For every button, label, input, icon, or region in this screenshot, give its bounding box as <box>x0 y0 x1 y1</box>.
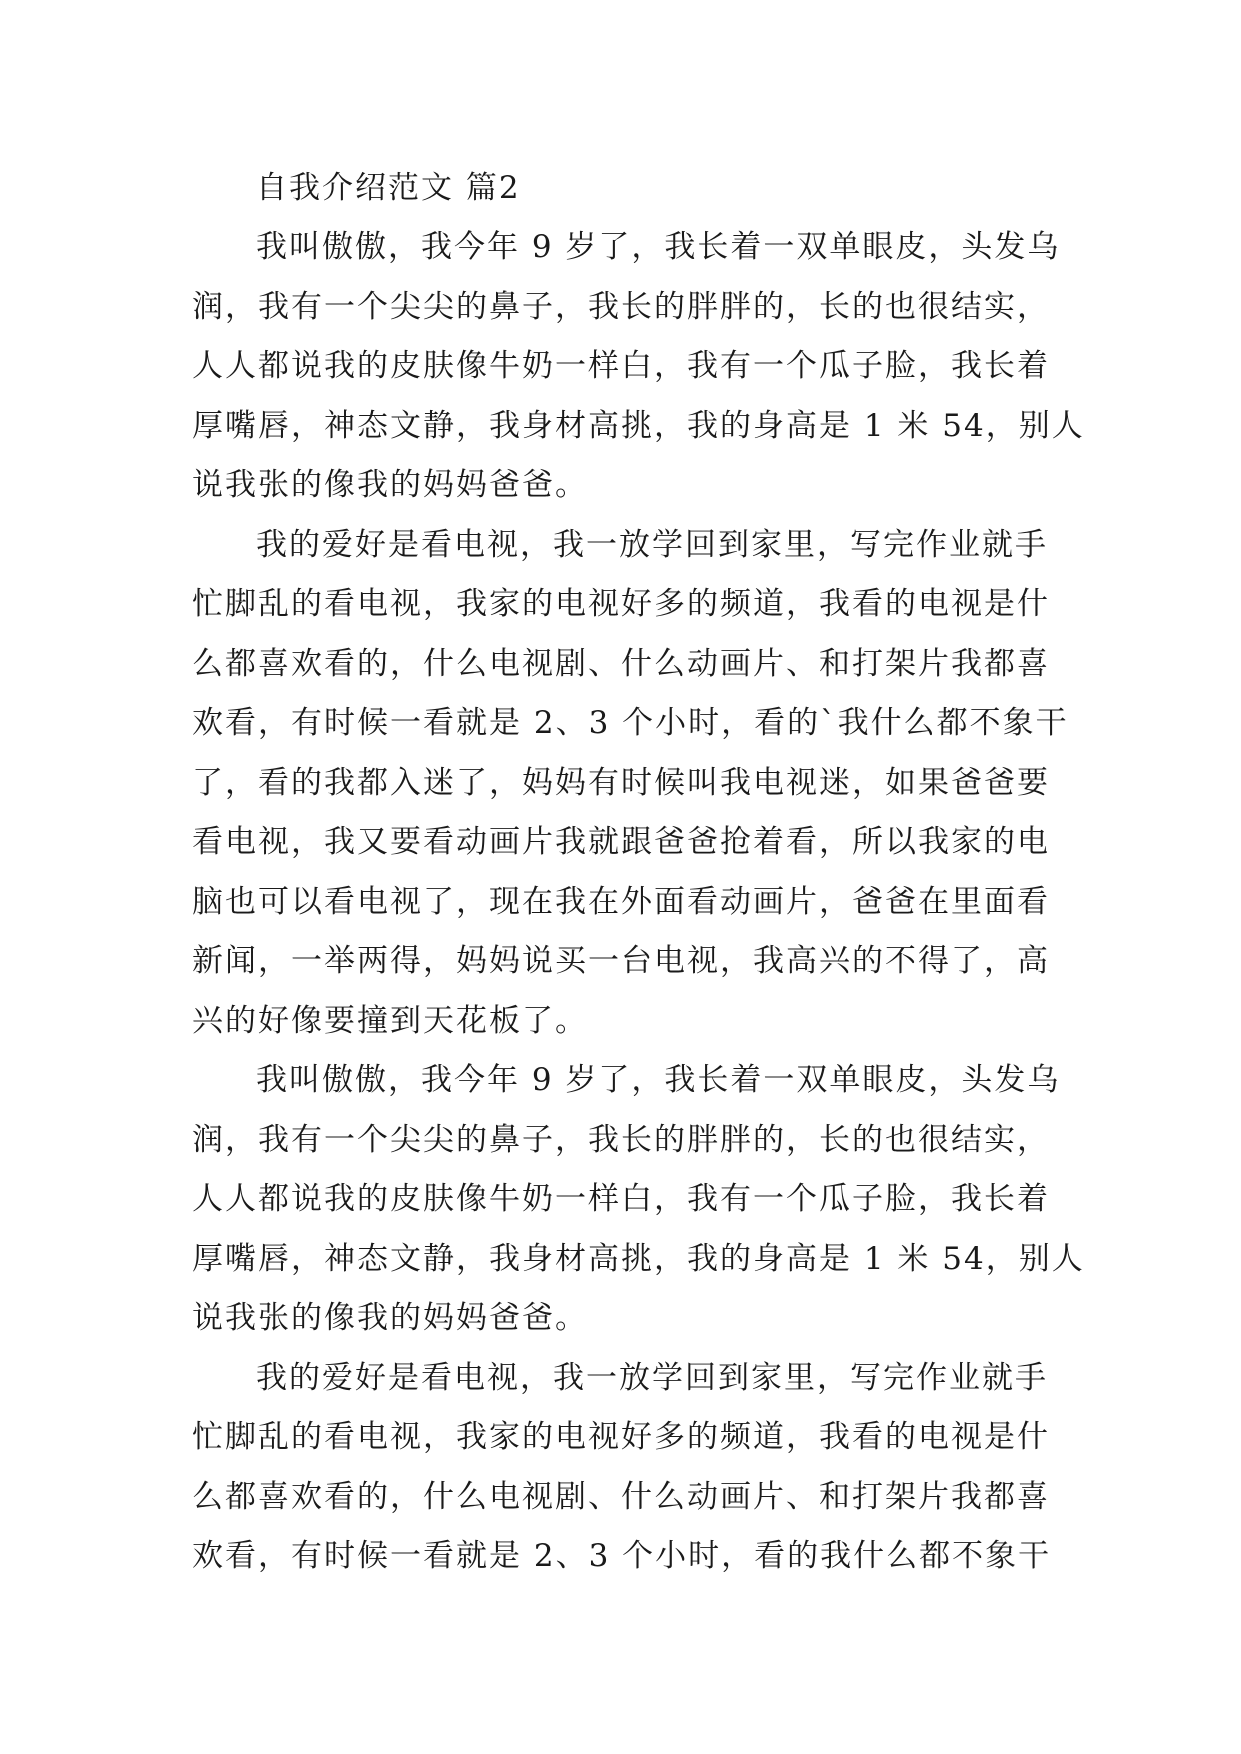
text-line: 厚嘴唇，神态文静，我身材高挑，我的身高是 1 米 54，别人 <box>192 407 1085 444</box>
text-line: 我的爱好是看电视，我一放学回到家里，写完作业就手 <box>256 1359 1048 1396</box>
text-line: 忙脚乱的看电视，我家的电视好多的频道，我看的电视是什 <box>192 1419 1050 1455</box>
text-line: 人人都说我的皮肤像牛奶一样白，我有一个瓜子脸，我长着 <box>192 348 1050 384</box>
document-body <box>192 158 1085 1587</box>
text-line: 脑也可以看电视了，现在我在外面看动画片，爸爸在里面看 <box>192 883 1050 920</box>
text-line: 我的爱好是看电视，我一放学回到家里，写完作业就手 <box>256 526 1048 563</box>
text-line: 兴的好像要撞到天花板了。 <box>192 1002 588 1039</box>
text-line: 么都喜欢看的，什么电视剧、什么动画片、和打架片我都喜 <box>192 1478 1050 1515</box>
text-line: 么都喜欢看的，什么电视剧、什么动画片、和打架片我都喜 <box>192 645 1050 682</box>
text-line: 人人都说我的皮肤像牛奶一样白，我有一个瓜子脸，我长着 <box>192 1181 1050 1217</box>
text-line: 我叫傲傲，我今年 9 岁了，我长着一双单眼皮，头发乌 <box>256 1062 1061 1098</box>
text-line: 欢看，有时候一看就是 2、3 个小时，看的`我什么都不象干 <box>192 705 1069 741</box>
text-line: 看电视，我又要看动画片我就跟爸爸抢着看，所以我家的电 <box>192 824 1050 860</box>
text-line: 润，我有一个尖尖的鼻子，我长的胖胖的，长的也很结实， <box>192 288 1050 325</box>
document-title: 自我介绍范文 篇2 <box>256 170 521 206</box>
text-line: 润，我有一个尖尖的鼻子，我长的胖胖的，长的也很结实， <box>192 1121 1050 1158</box>
text-line: 厚嘴唇，神态文静，我身材高挑，我的身高是 1 米 54，别人 <box>192 1240 1085 1277</box>
paragraph <box>192 1051 1085 1349</box>
text-line: 忙脚乱的看电视，我家的电视好多的频道，我看的电视是什 <box>192 586 1050 622</box>
text-line: 新闻，一举两得，妈妈说买一台电视，我高兴的不得了，高 <box>192 943 1050 979</box>
text-line: 我叫傲傲，我今年 9 岁了，我长着一双单眼皮，头发乌 <box>256 229 1061 265</box>
text-line: 欢看，有时候一看就是 2、3 个小时，看的我什么都不象干 <box>192 1538 1052 1574</box>
paragraph <box>192 516 1072 1052</box>
text-line: 说我张的像我的妈妈爸爸。 <box>192 467 588 503</box>
text-line: 说我张的像我的妈妈爸爸。 <box>192 1300 588 1336</box>
text-line: 了，看的我都入迷了，妈妈有时候叫我电视迷，如果爸爸要 <box>192 764 1050 801</box>
paragraph-list <box>192 218 1085 1587</box>
paragraph <box>192 218 1085 516</box>
paragraph <box>192 1349 1072 1587</box>
